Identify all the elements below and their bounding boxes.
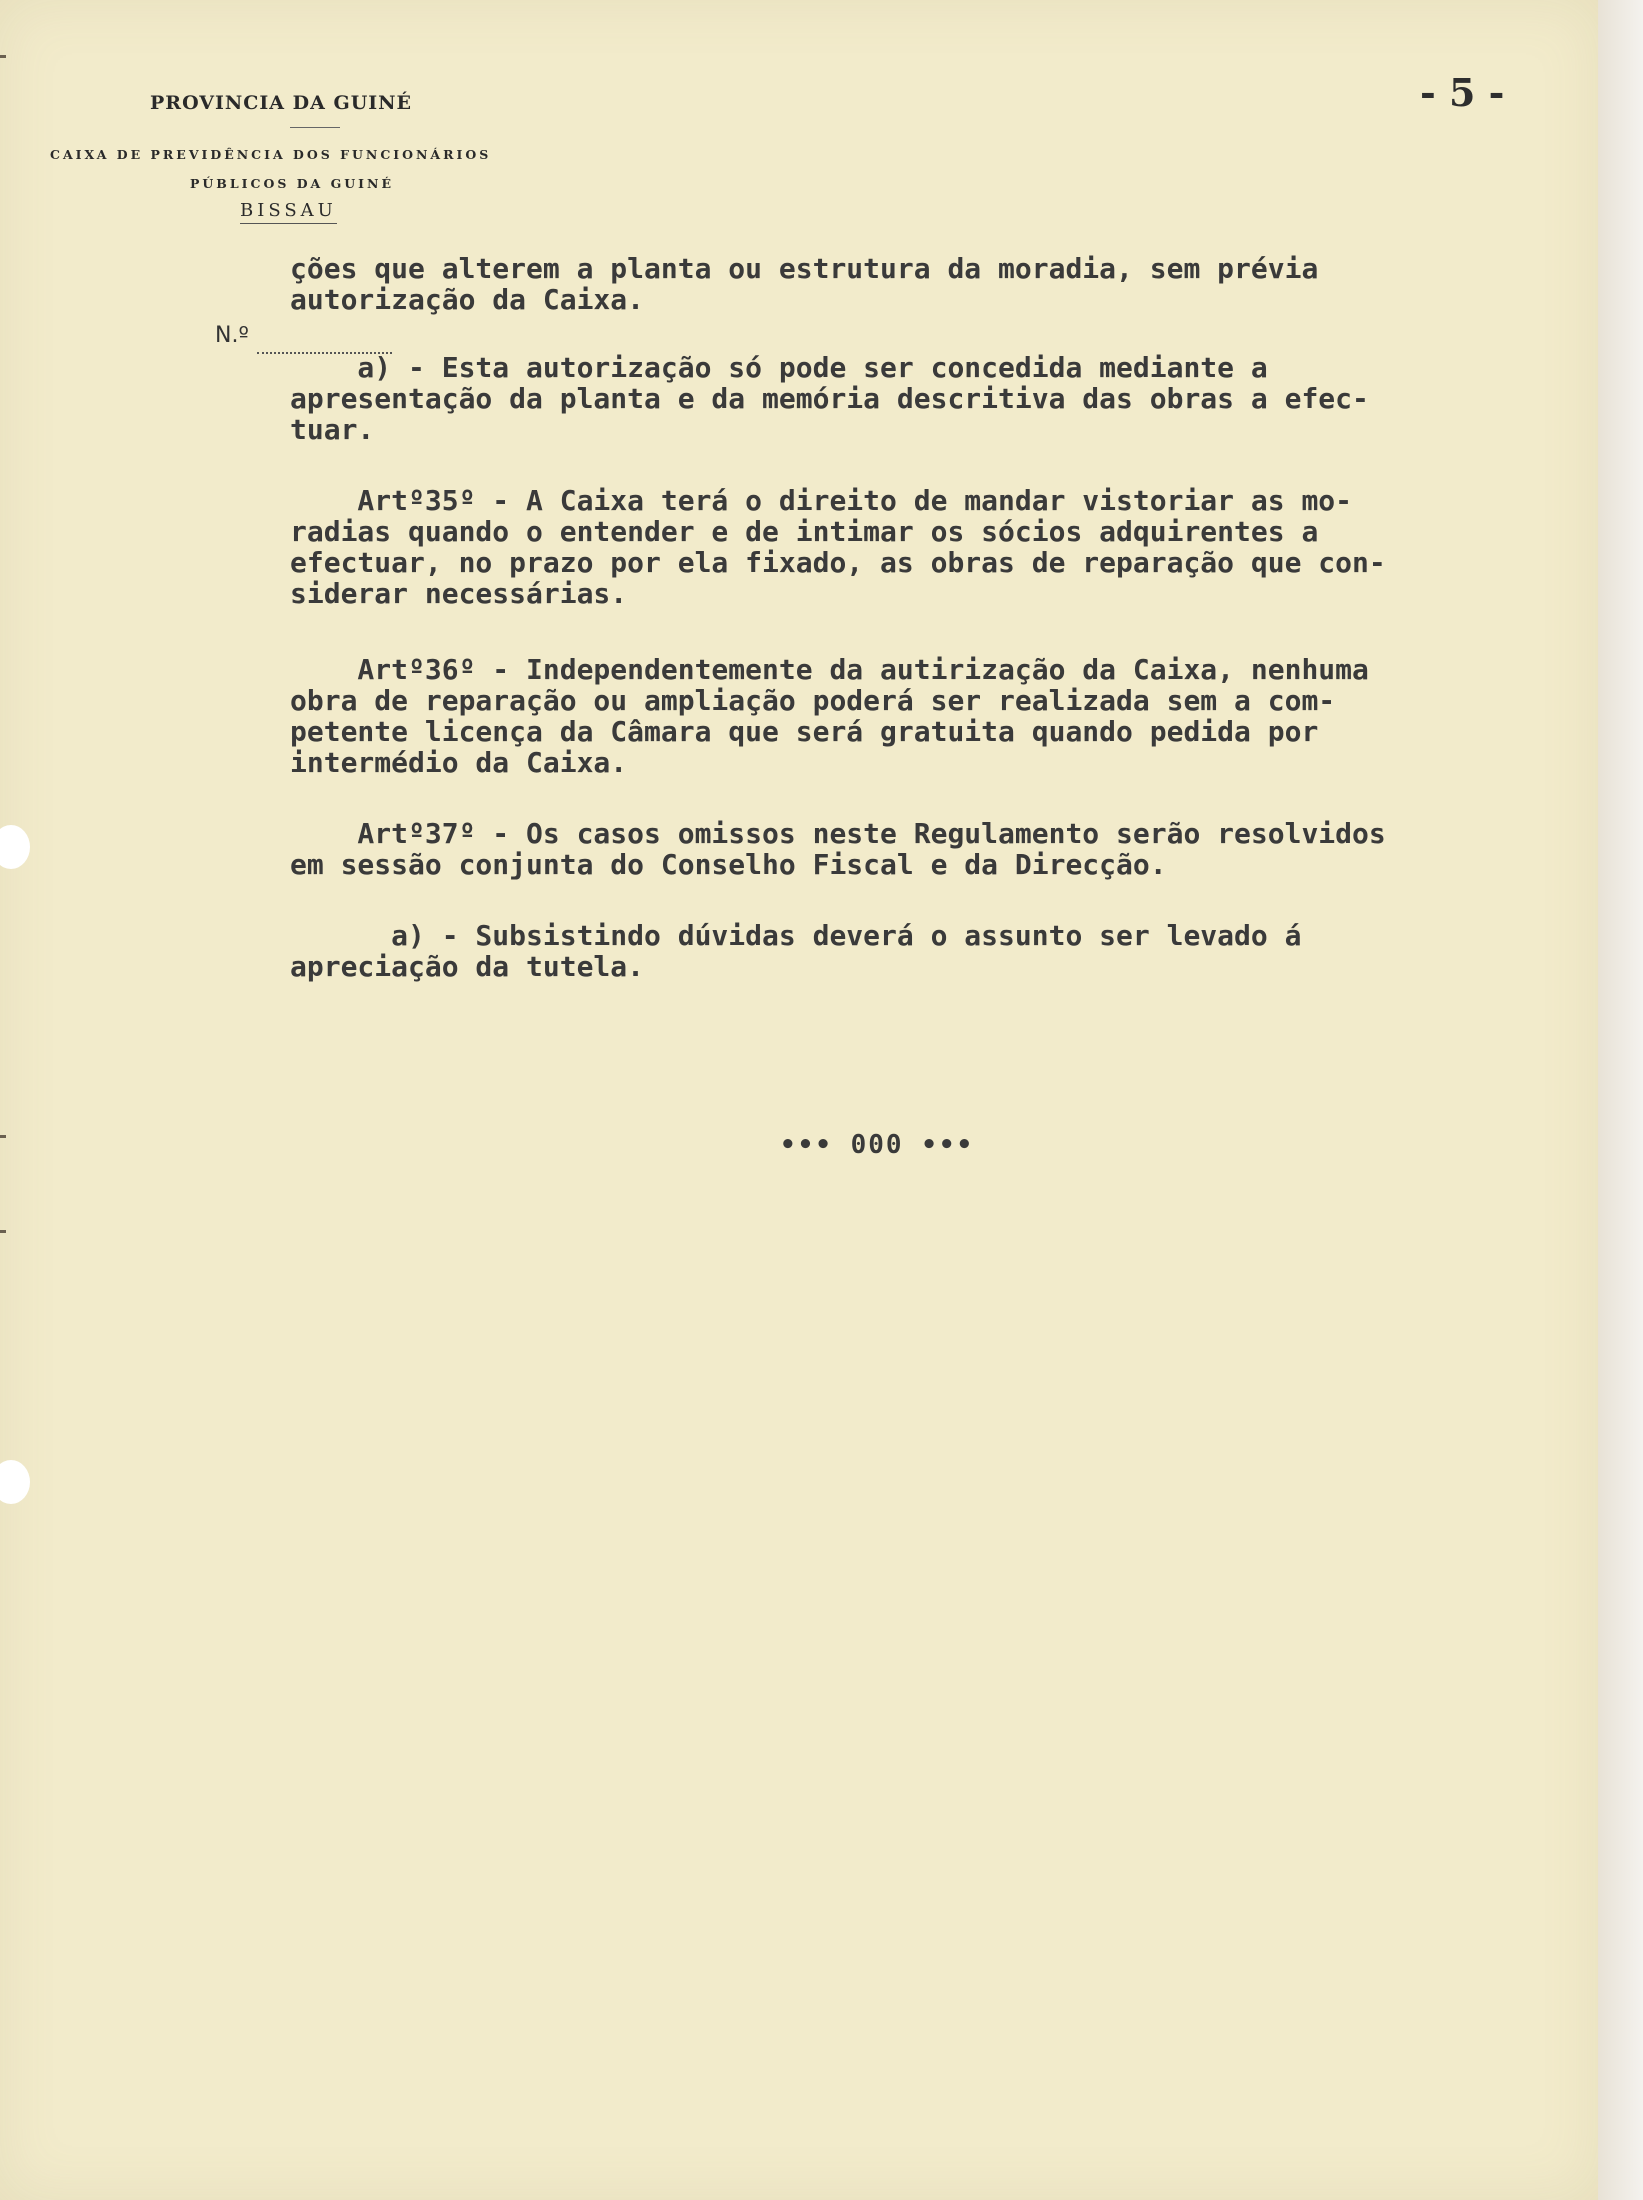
margin-mark bbox=[0, 1230, 6, 1233]
margin-mark bbox=[0, 55, 6, 58]
closing-mark: ••• 000 ••• bbox=[780, 1130, 975, 1160]
letterhead-institution: CAIXA DE PREVIDÊNCIA DOS FUNCIONÁRIOS bbox=[50, 147, 492, 162]
margin-mark bbox=[0, 1135, 6, 1138]
page-edge-background bbox=[1598, 0, 1643, 2200]
paragraph-art36: Artº36º - Independentemente da autirização da Caixa, nenhuma obra de reparação ou ampliação poderá ser realizada sem a com- petente licença da Câmara que será gratuita quando pedida por intermédio da Caixa. bbox=[290, 653, 1369, 779]
letterhead-rule bbox=[290, 127, 340, 128]
reference-number-label: N.º bbox=[215, 323, 249, 348]
paragraph-34a: a) - Esta autorização só pode ser concedida mediante a apresentação da planta e da memória descritiva das obras a efec- tuar. bbox=[290, 351, 1369, 446]
paragraph-37a: a) - Subsistindo dúvidas deverá o assunto ser levado á apreciação da tutela. bbox=[290, 919, 1302, 983]
letterhead-city: BISSAU bbox=[240, 200, 337, 224]
paragraph-art37: Artº37º - Os casos omissos neste Regulamento serão resolvidos em sessão conjunta do Conselho Fiscal e da Direcção. bbox=[290, 817, 1386, 881]
page-number: - 5 - bbox=[1420, 70, 1505, 115]
paragraph-continuation: ções que alterem a planta ou estrutura da moradia, sem prévia autorização da Caixa. bbox=[290, 252, 1319, 316]
letterhead-province: PROVINCIA DA GUINÉ bbox=[150, 92, 413, 114]
letterhead-institution-line2: PÚBLICOS DA GUINÉ bbox=[190, 176, 394, 191]
paragraph-art35: Artº35º - A Caixa terá o direito de mandar vistoriar as mo- radias quando o entender e de intimar os sócios adquirentes a efectuar, no prazo por ela fixado, as obras de reparação que con- siderar necessárias. bbox=[290, 484, 1386, 610]
